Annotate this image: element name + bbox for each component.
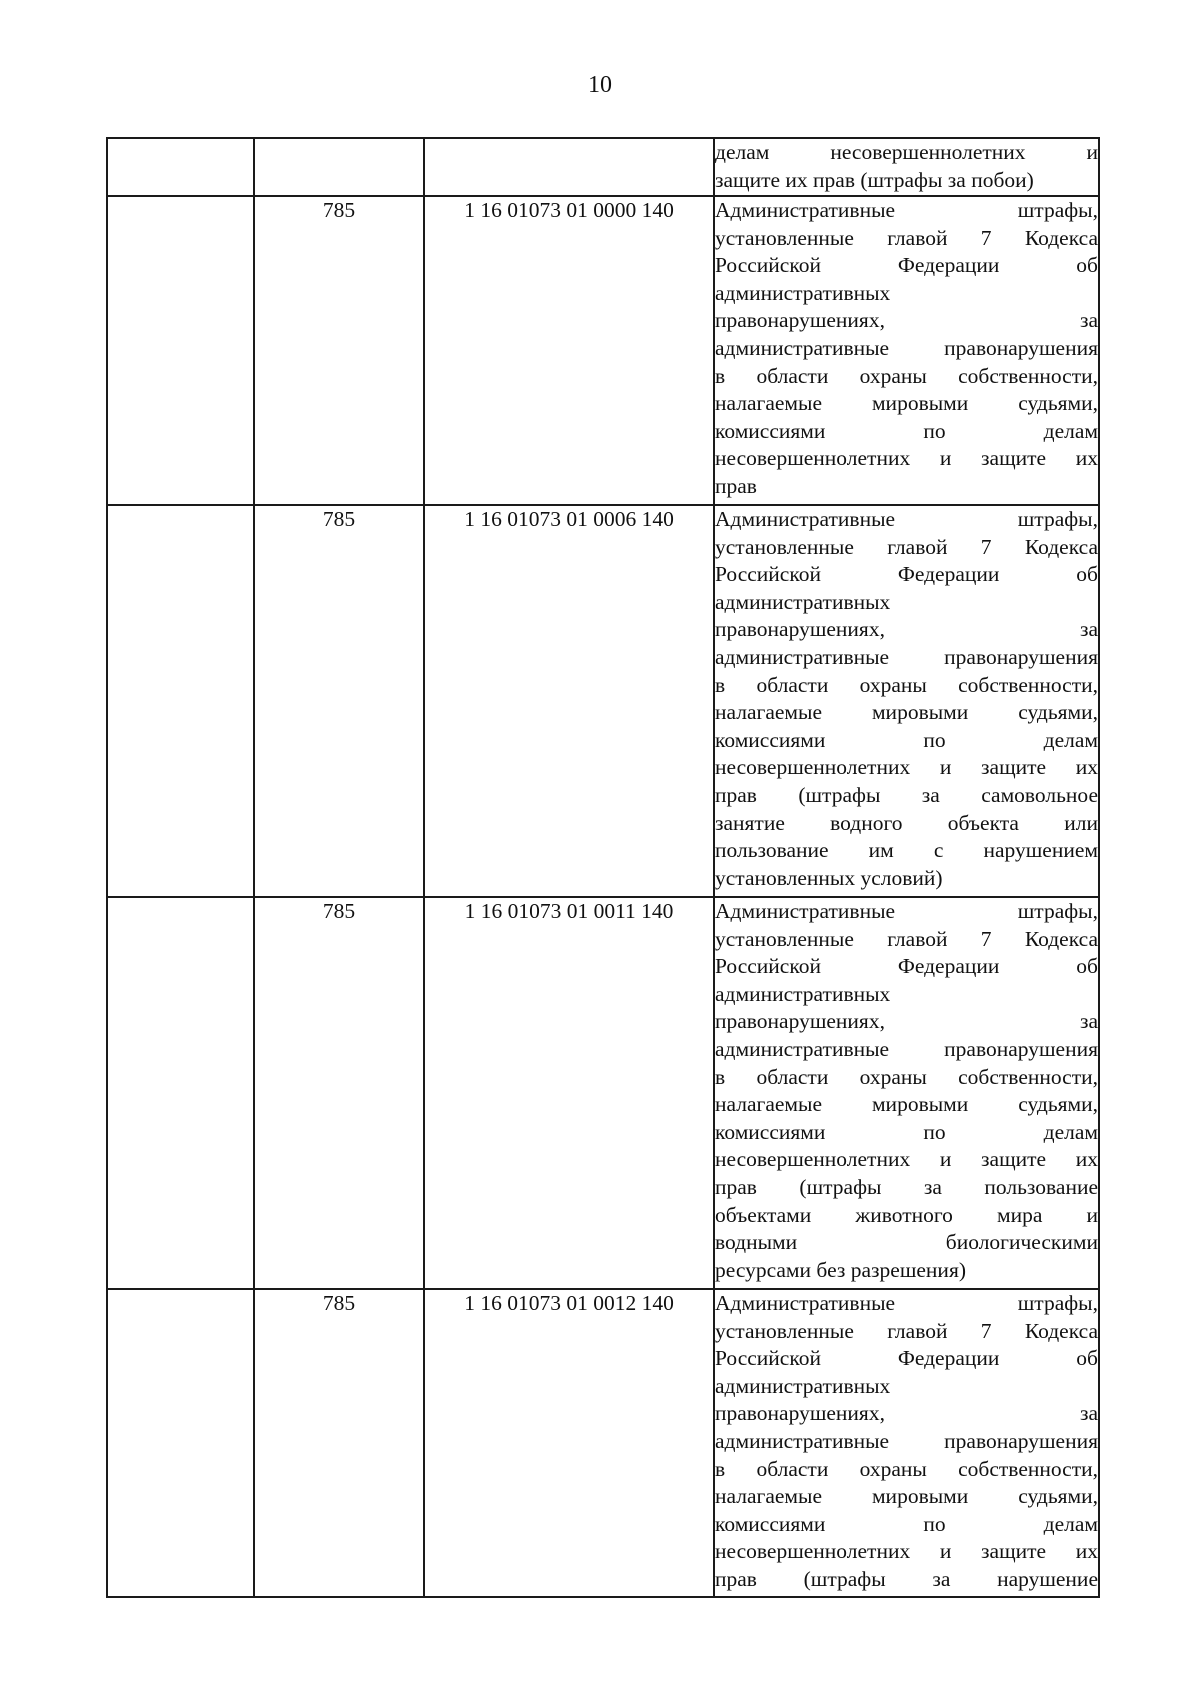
- description-word: Кодекса: [1024, 534, 1098, 559]
- description-word: 7: [980, 225, 992, 250]
- description-word: или: [1064, 810, 1098, 835]
- description-cell: [714, 897, 1099, 1289]
- description-word: за: [923, 1174, 942, 1199]
- description-word: административных: [715, 280, 891, 305]
- admin-code-cell: 785: [254, 196, 424, 505]
- description-line: [715, 981, 1098, 1009]
- description-word: Федерации: [897, 954, 1000, 979]
- description-word: с: [933, 838, 944, 863]
- description-line: [715, 1064, 1098, 1092]
- description-word: Кодекса: [1024, 1318, 1098, 1343]
- description-word: административные: [715, 644, 890, 669]
- description-word: судьями,: [1018, 700, 1098, 725]
- description-line: [715, 167, 1098, 195]
- description-line: [715, 1483, 1098, 1511]
- description-word: Административные: [715, 1291, 896, 1315]
- description-word: комиссиями: [715, 418, 826, 443]
- description-word: мира: [996, 1202, 1043, 1227]
- description-word: административные: [715, 1428, 890, 1453]
- description-line: [715, 1538, 1098, 1566]
- description-word: делам: [1043, 727, 1098, 752]
- table-row: [107, 897, 1099, 1289]
- description-word: Российской: [715, 954, 821, 979]
- description-word: Административные: [715, 899, 896, 923]
- description-word: защите их прав (штрафы за побои): [715, 167, 1034, 192]
- description-line: [715, 307, 1098, 335]
- description-word: комиссиями: [715, 1119, 826, 1144]
- description-line: [715, 1345, 1098, 1373]
- description-word: охраны: [859, 1064, 927, 1089]
- description-word: за: [921, 782, 940, 807]
- description-word: по: [923, 1511, 946, 1536]
- description-word: 7: [980, 926, 992, 951]
- description-word: Кодекса: [1024, 225, 1098, 250]
- description-word: за: [932, 1566, 951, 1591]
- description-word: охраны: [859, 1456, 927, 1481]
- description-word: делам: [715, 140, 770, 164]
- row-number-cell: [107, 1289, 254, 1597]
- description-line: [715, 810, 1098, 838]
- description-word: главой: [887, 1318, 948, 1343]
- table-row: [107, 196, 1099, 505]
- description-word: собственности,: [958, 363, 1098, 388]
- description-word: в: [715, 363, 726, 388]
- description-line: [715, 1202, 1098, 1230]
- description-line: [715, 754, 1098, 782]
- description-word: охраны: [859, 363, 927, 388]
- description-word: делам: [1043, 418, 1098, 443]
- description-word: и: [939, 1539, 952, 1564]
- description-line: [715, 1566, 1098, 1594]
- description-word: прав: [715, 1174, 757, 1199]
- description-word: несовершеннолетних: [830, 140, 1026, 164]
- description-word: несовершеннолетних: [715, 1539, 911, 1564]
- description-line: [715, 1091, 1098, 1119]
- description-line: [715, 1229, 1098, 1257]
- description-word: Федерации: [897, 562, 1000, 587]
- description-word: водного: [830, 810, 903, 835]
- description-word: за: [1079, 617, 1098, 642]
- description-word: мировыми: [871, 700, 969, 725]
- description-word: установленные: [715, 534, 854, 559]
- description-word: мировыми: [871, 391, 969, 416]
- description-line: [715, 1428, 1098, 1456]
- row-number-cell: [107, 196, 254, 505]
- admin-code-cell: [254, 138, 424, 196]
- description-line: [715, 644, 1098, 672]
- description-word: прав: [715, 1566, 757, 1591]
- description-word: главой: [887, 225, 948, 250]
- description-word: за: [1079, 1401, 1098, 1426]
- description-line: [715, 727, 1098, 755]
- description-word: ресурсами без разрешения): [715, 1257, 966, 1282]
- description-word: Административные: [715, 198, 896, 222]
- description-word: их: [1075, 755, 1098, 780]
- description-word: в: [715, 1064, 726, 1089]
- description-word: и: [939, 1147, 952, 1172]
- description-line: [715, 616, 1098, 644]
- description-line: [715, 418, 1098, 446]
- admin-code-cell: 785: [254, 897, 424, 1289]
- description-cell: [714, 138, 1099, 196]
- description-word: самовольное: [981, 782, 1098, 807]
- description-word: Федерации: [897, 1346, 1000, 1371]
- description-word: административных: [715, 1373, 891, 1398]
- description-word: налагаемые: [715, 391, 823, 416]
- description-word: и: [1086, 140, 1098, 164]
- description-word: правонарушениях,: [715, 1009, 885, 1034]
- description-word: об: [1076, 253, 1098, 278]
- description-word: мировыми: [871, 1092, 969, 1117]
- description-word: главой: [887, 926, 948, 951]
- description-word: Российской: [715, 1346, 821, 1371]
- description-cell: [714, 196, 1099, 505]
- description-word: их: [1075, 1147, 1098, 1172]
- description-word: судьями,: [1018, 391, 1098, 416]
- description-word: Федерации: [897, 253, 1000, 278]
- description-word: штрафы,: [1017, 1291, 1098, 1315]
- description-word: установленные: [715, 1318, 854, 1343]
- description-line: [715, 445, 1098, 473]
- description-word: защите: [981, 446, 1047, 471]
- description-line: [715, 335, 1098, 363]
- description-word: Российской: [715, 562, 821, 587]
- description-word: области: [756, 1064, 829, 1089]
- description-line: [715, 782, 1098, 810]
- description-word: делам: [1043, 1511, 1098, 1536]
- description-word: и: [939, 446, 952, 471]
- description-word: объекта: [947, 810, 1019, 835]
- description-line: [715, 837, 1098, 865]
- description-word: мировыми: [871, 1484, 969, 1509]
- description-word: судьями,: [1018, 1092, 1098, 1117]
- budget-classification-table: [106, 137, 1100, 1598]
- description-line: [715, 589, 1098, 617]
- description-word: правонарушения: [944, 335, 1098, 360]
- description-word: собственности,: [958, 672, 1098, 697]
- description-line: [715, 197, 1098, 225]
- description-word: Кодекса: [1024, 926, 1098, 951]
- description-word: и: [1086, 1202, 1098, 1227]
- table-row: [107, 138, 1099, 196]
- description-word: (штрафы: [799, 1174, 882, 1199]
- table-row: [107, 505, 1099, 897]
- description-word: водными: [715, 1230, 798, 1255]
- description-word: налагаемые: [715, 700, 823, 725]
- description-line: [715, 1036, 1098, 1064]
- description-word: за: [1079, 308, 1098, 333]
- description-word: 7: [980, 1318, 992, 1343]
- description-word: им: [868, 838, 894, 863]
- budget-code-cell: 1 16 01073 01 0006 140: [424, 505, 714, 897]
- description-word: за: [1079, 1009, 1098, 1034]
- description-word: по: [923, 1119, 946, 1144]
- description-word: административных: [715, 589, 891, 614]
- description-line: [715, 139, 1098, 167]
- description-word: области: [756, 363, 829, 388]
- description-line: [715, 1400, 1098, 1428]
- description-word: налагаемые: [715, 1484, 823, 1509]
- description-word: собственности,: [958, 1064, 1098, 1089]
- description-word: штрафы,: [1017, 198, 1098, 222]
- description-cell: [714, 505, 1099, 897]
- row-number-cell: [107, 897, 254, 1289]
- description-word: пользование: [715, 838, 829, 863]
- description-line: [715, 672, 1098, 700]
- description-line: [715, 473, 1098, 501]
- description-word: Административные: [715, 507, 896, 531]
- description-word: установленные: [715, 926, 854, 951]
- description-word: об: [1076, 954, 1098, 979]
- description-word: прав: [715, 782, 757, 807]
- description-word: установленные: [715, 225, 854, 250]
- description-word: защите: [981, 755, 1047, 780]
- description-word: комиссиями: [715, 727, 826, 752]
- description-line: [715, 506, 1098, 534]
- description-word: правонарушениях,: [715, 617, 885, 642]
- description-word: защите: [981, 1147, 1047, 1172]
- row-number-cell: [107, 505, 254, 897]
- description-word: штрафы,: [1017, 507, 1098, 531]
- description-word: несовершеннолетних: [715, 1147, 911, 1172]
- admin-code-cell: 785: [254, 1289, 424, 1597]
- description-word: пользование: [984, 1174, 1098, 1199]
- budget-code-cell: 1 16 01073 01 0011 140: [424, 897, 714, 1289]
- description-word: в: [715, 1456, 726, 1481]
- description-word: в: [715, 672, 726, 697]
- description-word: биологическими: [945, 1230, 1098, 1255]
- description-word: административных: [715, 981, 891, 1006]
- description-word: по: [923, 418, 946, 443]
- budget-code-cell: [424, 138, 714, 196]
- description-word: делам: [1043, 1119, 1098, 1144]
- description-word: охраны: [859, 672, 927, 697]
- description-line: [715, 865, 1098, 893]
- description-line: [715, 390, 1098, 418]
- description-word: (штрафы: [803, 1566, 886, 1591]
- description-word: по: [923, 727, 946, 752]
- description-word: их: [1075, 446, 1098, 471]
- description-word: правонарушениях,: [715, 308, 885, 333]
- description-line: [715, 1290, 1098, 1318]
- description-word: штрафы,: [1017, 899, 1098, 923]
- description-word: нарушение: [997, 1566, 1098, 1591]
- description-word: комиссиями: [715, 1511, 826, 1536]
- description-word: административные: [715, 335, 890, 360]
- description-line: [715, 1318, 1098, 1346]
- description-word: об: [1076, 1346, 1098, 1371]
- description-word: установленных условий): [715, 865, 943, 890]
- description-line: [715, 1146, 1098, 1174]
- description-word: их: [1075, 1539, 1098, 1564]
- description-line: [715, 1119, 1098, 1147]
- budget-code-cell: 1 16 01073 01 0012 140: [424, 1289, 714, 1597]
- description-word: правонарушения: [944, 1036, 1098, 1061]
- description-word: судьями,: [1018, 1484, 1098, 1509]
- description-line: [715, 1257, 1098, 1285]
- description-word: 7: [980, 534, 992, 559]
- table-row: [107, 1289, 1099, 1597]
- description-line: [715, 699, 1098, 727]
- description-cell: [714, 1289, 1099, 1597]
- description-word: правонарушениях,: [715, 1401, 885, 1426]
- description-word: (штрафы: [798, 782, 881, 807]
- description-line: [715, 1373, 1098, 1401]
- description-word: несовершеннолетних: [715, 755, 911, 780]
- description-word: защите: [981, 1539, 1047, 1564]
- description-line: [715, 1456, 1098, 1484]
- description-line: [715, 898, 1098, 926]
- admin-code-cell: 785: [254, 505, 424, 897]
- description-word: правонарушения: [944, 644, 1098, 669]
- description-line: [715, 953, 1098, 981]
- page-number: 10: [588, 72, 612, 98]
- description-word: занятие: [715, 810, 785, 835]
- description-line: [715, 534, 1098, 562]
- description-line: [715, 252, 1098, 280]
- description-line: [715, 225, 1098, 253]
- description-line: [715, 1174, 1098, 1202]
- description-word: налагаемые: [715, 1092, 823, 1117]
- budget-code-cell: 1 16 01073 01 0000 140: [424, 196, 714, 505]
- description-line: [715, 926, 1098, 954]
- description-word: области: [756, 672, 829, 697]
- row-number-cell: [107, 138, 254, 196]
- description-word: несовершеннолетних: [715, 446, 911, 471]
- description-word: прав: [715, 473, 757, 498]
- description-line: [715, 1511, 1098, 1539]
- description-line: [715, 280, 1098, 308]
- description-word: Российской: [715, 253, 821, 278]
- description-word: правонарушения: [944, 1428, 1098, 1453]
- description-word: об: [1076, 562, 1098, 587]
- description-line: [715, 561, 1098, 589]
- description-word: административные: [715, 1036, 890, 1061]
- description-word: собственности,: [958, 1456, 1098, 1481]
- description-word: и: [939, 755, 952, 780]
- description-word: животного: [855, 1202, 953, 1227]
- description-word: главой: [887, 534, 948, 559]
- description-word: области: [756, 1456, 829, 1481]
- description-line: [715, 1008, 1098, 1036]
- description-word: нарушением: [983, 838, 1098, 863]
- description-word: объектами: [715, 1202, 812, 1227]
- description-line: [715, 363, 1098, 391]
